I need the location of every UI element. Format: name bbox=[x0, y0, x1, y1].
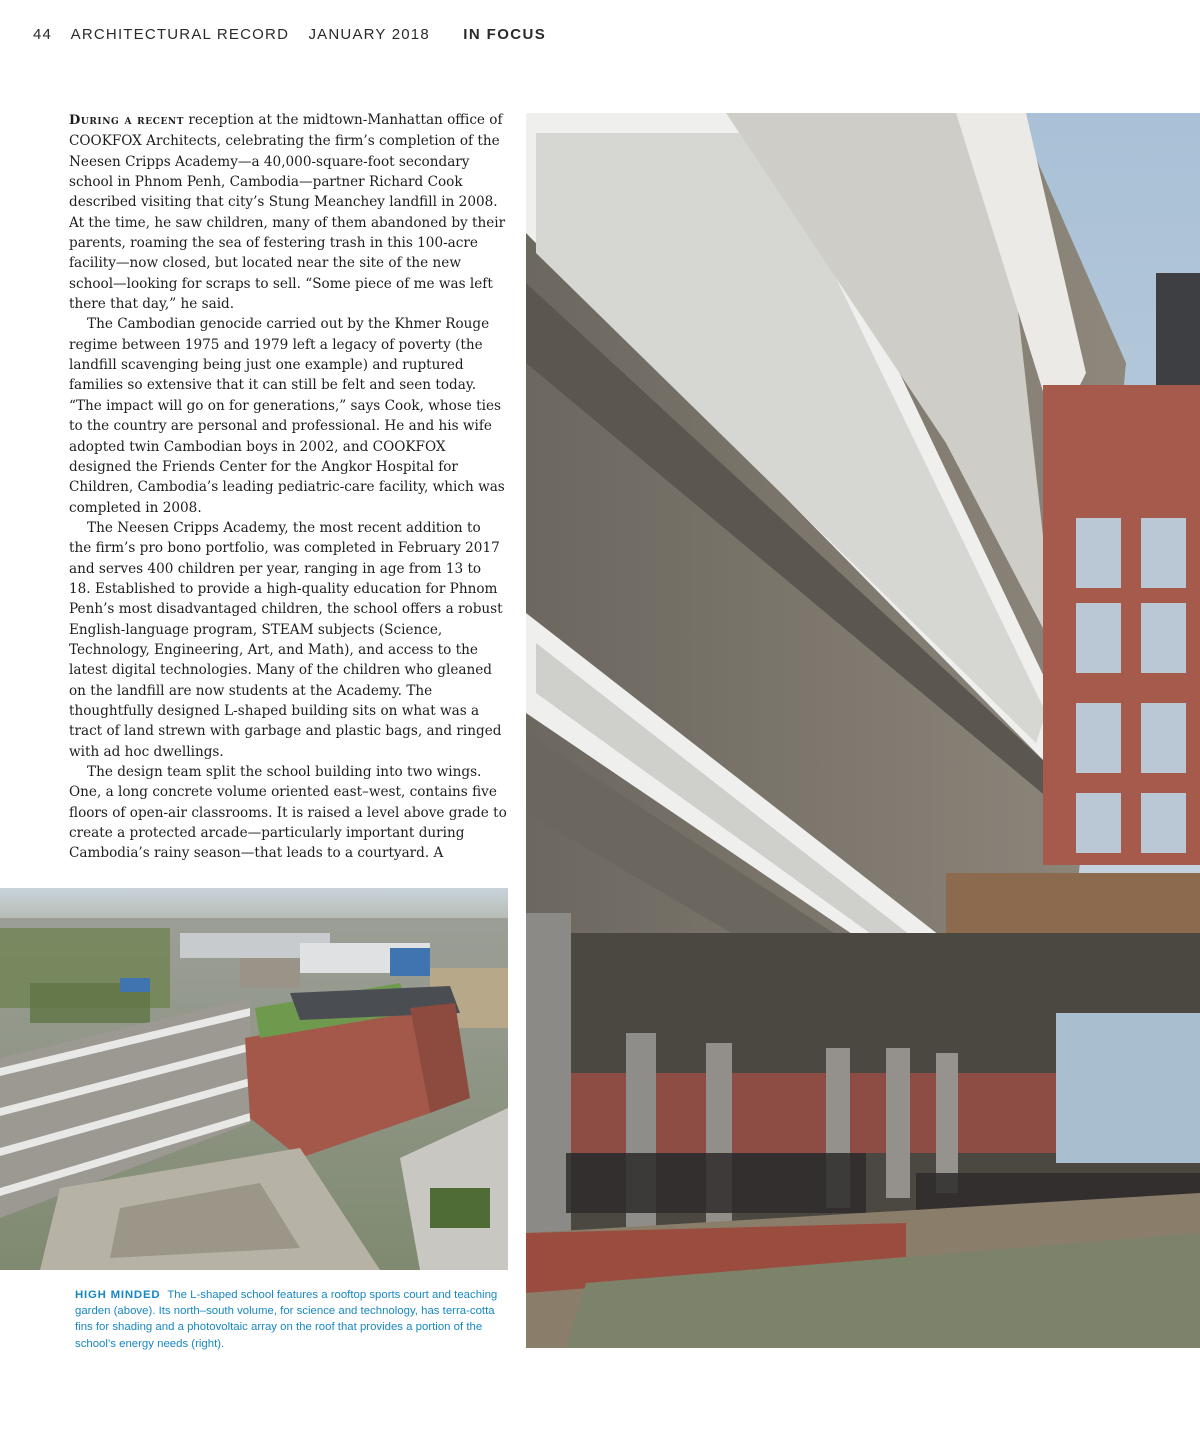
lead-in: During a recent bbox=[69, 113, 185, 128]
article-paragraph: The design team split the school building into two wings. One, a long concrete volume oriented east–west, contains five floors of open-air classrooms. It is raised a level above grade to create a protected arcade—particularly important during Cambodia’s rainy season—that leads to a courtyard. A bbox=[69, 764, 507, 862]
publication-name: ARCHITECTURAL RECORD bbox=[70, 26, 290, 43]
section-label: IN FOCUS bbox=[463, 26, 547, 43]
photo-caption bbox=[75, 1287, 511, 1352]
running-header bbox=[33, 26, 560, 43]
article-paragraph: The Neesen Cripps Academy, the most recent addition to the firm’s pro bono portfolio, was completed in February 2017 and serves 400 children per year, ranging in age from 13 to 18. Established to provide a high-quality education for Phnom Penh’s most disadvantaged children, the school offers a robust English-language program, STEAM subjects (Science, Technology, Engineering, Art, and Math), and access to the latest digital technologies. Many of the children who gleaned on the landfill are now students at the Academy. The thoughtfully designed L-shaped building sits on what was a tract of land strewn with garbage and plastic bags, and ringed with ad hoc dwellings. bbox=[69, 519, 503, 760]
caption-text: The L-shaped school features a rooftop sports court and teaching garden (above). Its north–south volume, for science and technology, has terra-cotta fins for shading and a photovoltaic array on the roof that provides a portion of the school’s energy needs (right). bbox=[75, 1289, 498, 1350]
caption-heading: HIGH MINDED bbox=[75, 1289, 161, 1301]
paragraph-text: reception at the midtown-Manhattan office of COOKFOX Architects, celebrating the firm’s completion of the Neesen Cripps Academy—a 40,000-square-foot secondary school in Phnom Penh, Cambodia—partner Richard Cook described visiting that city’s Stung Meanchey landfill in 2008. At the time, he saw children, many of them abandoned by their parents, roaming the sea of festering trash in this 100-acre facility—now closed, but located near the site of the new school—looking for scraps to sell. “Some piece of me was left there that day,” he said. bbox=[69, 112, 506, 313]
article-body bbox=[69, 110, 507, 864]
arcade-photo bbox=[526, 113, 1200, 1348]
article-paragraph bbox=[69, 110, 507, 314]
aerial-photo bbox=[0, 888, 508, 1270]
article-paragraph: The Cambodian genocide carried out by the Khmer Rouge regime between 1975 and 1979 left a legacy of poverty (the landfill scavenging being just one example) and ruptured families so extensive that it can still be felt and seen today. “The impact will go on for generations,” says Cook, whose ties to the country are personal and professional. He and his wife adopted twin Cambodian boys in 2002, and COOKFOX designed the Friends Center for the Angkor Hospital for Children, Cambodia’s leading pediatric-care facility, which was completed in 2008. bbox=[69, 316, 505, 516]
issue-date: JANUARY 2018 bbox=[308, 26, 430, 43]
page-number: 44 bbox=[33, 26, 53, 43]
